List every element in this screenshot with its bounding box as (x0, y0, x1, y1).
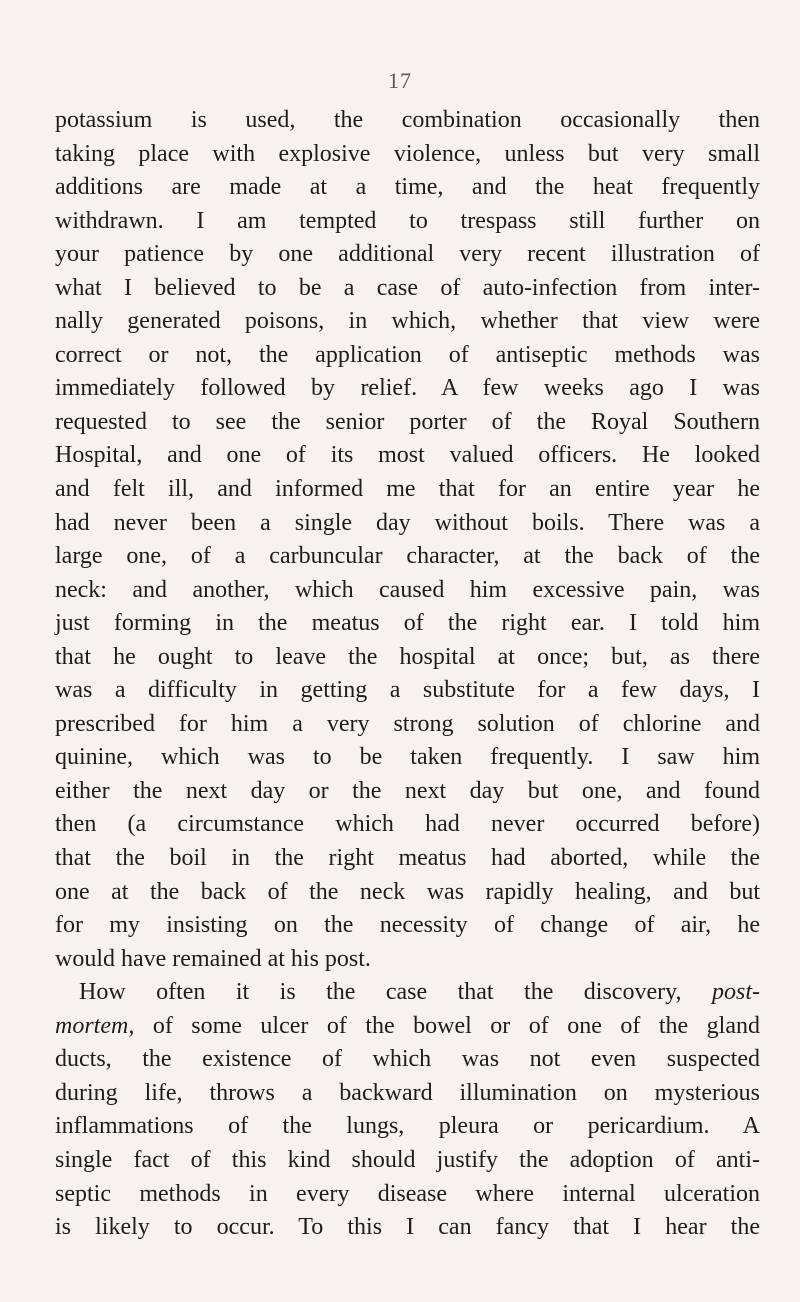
text-line: requested to see the senior porter of the Royal Southern (55, 408, 760, 435)
text-line: correct or not, the application of antiseptic methods was (55, 341, 760, 368)
text-line: and felt ill, and informed me that for an entire year he (55, 476, 760, 503)
text-line: withdrawn. I am tempted to trespass still further on (55, 207, 760, 234)
page-number: 17 (388, 68, 412, 93)
text-line: ducts, the existence of which was not even suspected (55, 1046, 760, 1073)
text-line: immediately followed by relief. A few weeks ago I was (55, 375, 760, 402)
text-line: during life, throws a backward illumination on mysterious (55, 1079, 760, 1106)
text-line: then (a circumstance which had never occurred before) (55, 811, 760, 838)
text-line: Hospital, and one of its most valued officers. He looked (55, 442, 760, 469)
text-line: taking place with explosive violence, unless but very small (55, 140, 760, 167)
text-line: neck: and another, which caused him excessive pain, was (55, 576, 760, 603)
text-line: one at the back of the neck was rapidly healing, and but (55, 878, 760, 905)
body-text (55, 104, 760, 1245)
text-line: that the boil in the right meatus had aborted, while the (55, 845, 760, 872)
text-line: would have remained at his post. (55, 945, 371, 972)
text-line: was a difficulty in getting a substitute for a few days, I (55, 677, 760, 704)
italic-run: mortem, (55, 1012, 135, 1039)
text-line: for my insisting on the necessity of change of air, he (55, 912, 760, 939)
text-line: nally generated poisons, in which, whether that view were (55, 308, 760, 335)
text-line: is likely to occur. To this I can fancy that I hear the (55, 1214, 760, 1241)
text-line: had never been a single day without boils. There was a (55, 509, 760, 536)
text-line: prescribed for him a very strong solution of chlorine and (55, 710, 760, 737)
text-line: potassium is used, the combination occasionally then (55, 107, 760, 133)
paragraph-start-line (55, 976, 760, 1010)
text-line: single fact of this kind should justify the adoption of anti- (55, 1146, 760, 1173)
text-run: of some ulcer of the bowel or of one of the gland (134, 1012, 760, 1039)
text-line: inflammations of the lungs, pleura or pericardium. A (55, 1113, 760, 1140)
text-line: additions are made at a time, and the heat frequently (55, 174, 760, 201)
italic-run: post- (712, 979, 760, 1006)
text-line: septic methods in every disease where internal ulceration (55, 1180, 760, 1207)
text-line: what I believed to be a case of auto-infection from inter- (55, 274, 760, 301)
text-line: that he ought to leave the hospital at once; but, as there (55, 643, 760, 670)
text-line: your patience by one additional very recent illustration of (55, 241, 760, 268)
text-line: either the next day or the next day but one, and found (55, 777, 760, 804)
text-line: large one, of a carbuncular character, at the back of the (55, 543, 760, 570)
text-line: quinine, which was to be taken frequently. I saw him (55, 744, 760, 771)
text-line (55, 1010, 760, 1044)
text-run: How often it is the case that the discovery, (79, 979, 712, 1006)
text-line: just forming in the meatus of the right ear. I told him (55, 610, 760, 637)
